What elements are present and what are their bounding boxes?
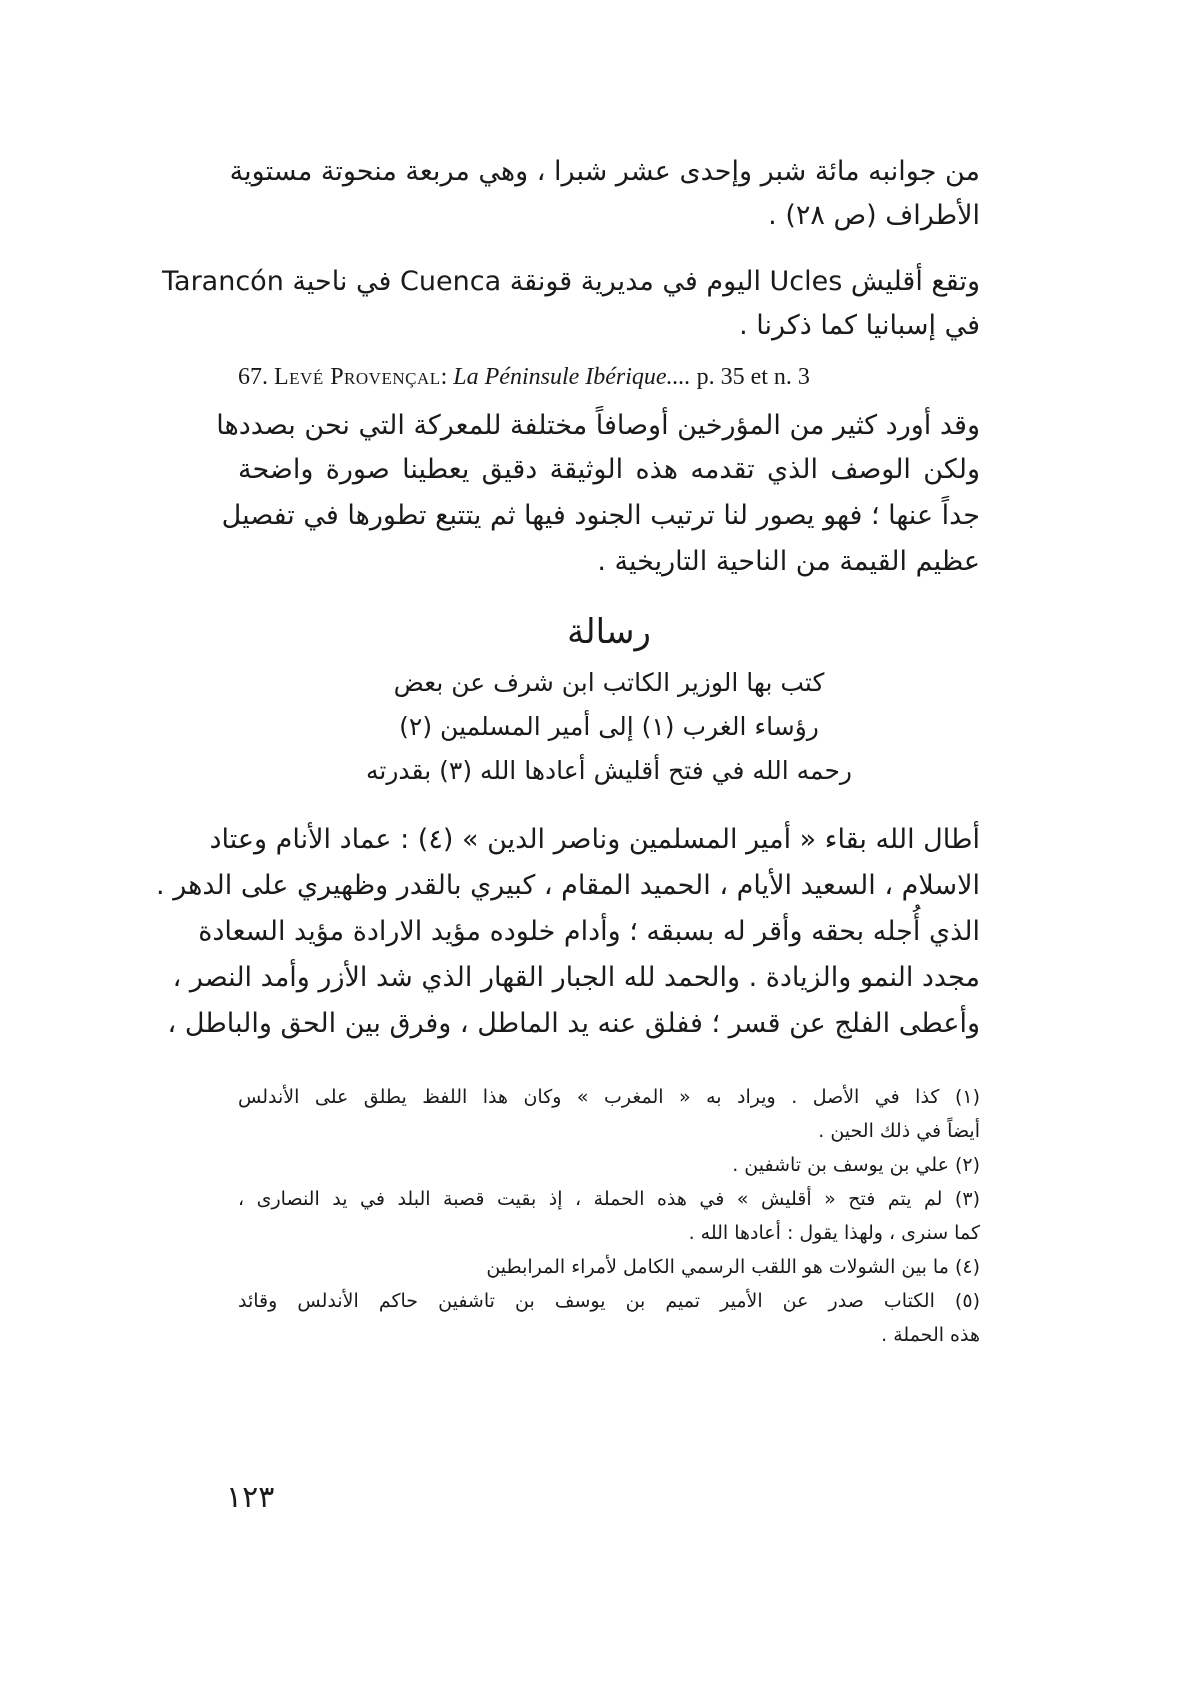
reference-separator: : bbox=[440, 364, 448, 390]
footnote-1-line-1: (١) كذا في الأصل . ويراد به « المغرب » وكان هذا اللفظ يطلق على الأندلس bbox=[238, 1086, 980, 1108]
letter-line-3: الذي أُجله بحقه وأقر له بسبقه ؛ وأدام خلوده مؤيد الارادة مؤيد السعادة bbox=[198, 916, 980, 947]
letter-heading-line-1: كتب بها الوزير الكاتب ابن شرف عن بعض bbox=[393, 668, 825, 697]
paragraph-3-line-3: جداً عنها ؛ فهو يصور لنا ترتيب الجنود فيها ثم يتتبع تطورها في تفصيل bbox=[221, 500, 980, 531]
letter-line-5: وأعطى الفلج عن قسر ؛ ففلق عنه يد الماطل ، وفرق بين الحق والباطل ، bbox=[167, 1008, 980, 1039]
footnote-4: (٤) ما بين الشولات هو اللقب الرسمي الكامل لأمراء المرابطين bbox=[486, 1256, 980, 1278]
footnote-1-line-2: أيضاً في ذلك الحين . bbox=[818, 1120, 980, 1142]
paragraph-2-line-2: في إسبانيا كما ذكرنا . bbox=[739, 310, 980, 341]
footnote-3-line-1: (٣) لم يتم فتح « أقليش » في هذه الحملة ، إذ بقيت قصبة البلد في يد النصارى ، bbox=[238, 1188, 980, 1210]
paragraph-1-line-2: الأطراف (ص ٢٨) . bbox=[768, 200, 980, 231]
reference-title: La Péninsule Ibérique.... bbox=[453, 364, 691, 390]
page-number: ١٢٣ bbox=[226, 1480, 275, 1515]
paragraph-2-line-1: وتقع أقليش Ucles اليوم في مديرية قونقة Cuenca في ناحية Tarancón bbox=[162, 266, 980, 297]
paragraph-3-line-2: ولكن الوصف الذي تقدمه هذه الوثيقة دقيق يعطينا صورة واضحة bbox=[238, 454, 980, 485]
footnote-2: (٢) علي بن يوسف بن تاشفين . bbox=[732, 1154, 980, 1176]
paragraph-3-line-1: وقد أورد كثير من المؤرخين أوصافاً مختلفة للمعركة التي نحن بصددها bbox=[216, 410, 980, 441]
reference-citation bbox=[238, 364, 980, 391]
reference-author: Levé Provençal bbox=[274, 364, 441, 390]
letter-line-4: مجدد النمو والزيادة . والحمد لله الجبار القهار الذي شد الأزر وأمد النصر ، bbox=[172, 962, 980, 993]
paragraph-3-line-4: عظيم القيمة من الناحية التاريخية . bbox=[597, 546, 980, 577]
reference-number: 67. bbox=[238, 364, 268, 390]
letter-title: رسالة bbox=[567, 612, 651, 652]
reference-pages: p. 35 et n. 3 bbox=[696, 364, 810, 390]
footnote-5-line-2: هذه الحملة . bbox=[881, 1324, 980, 1346]
footnote-3-line-2: كما سنرى ، ولهذا يقول : أعادها الله . bbox=[688, 1222, 980, 1244]
letter-line-2: الاسلام ، السعيد الأيام ، الحميد المقام ، كبيري بالقدر وظهيري على الدهر . bbox=[156, 870, 980, 901]
letter-line-1: أطال الله بقاء « أمير المسلمين وناصر الدين » (٤) : عماد الأنام وعتاد bbox=[209, 824, 980, 855]
paragraph-1-line-1: من جوانبه مائة شبر وإحدى عشر شبرا ، وهي مربعة منحوتة مستوية bbox=[229, 156, 980, 187]
footnote-5-line-1: (٥) الكتاب صدر عن الأمير تميم بن يوسف بن تاشفين حاكم الأندلس وقائد bbox=[238, 1290, 980, 1312]
letter-heading-line-2: رؤساء الغرب (١) إلى أمير المسلمين (٢) bbox=[399, 712, 819, 741]
letter-heading-line-3: رحمه الله في فتح أقليش أعادها الله (٣) بقدرته bbox=[366, 756, 852, 785]
